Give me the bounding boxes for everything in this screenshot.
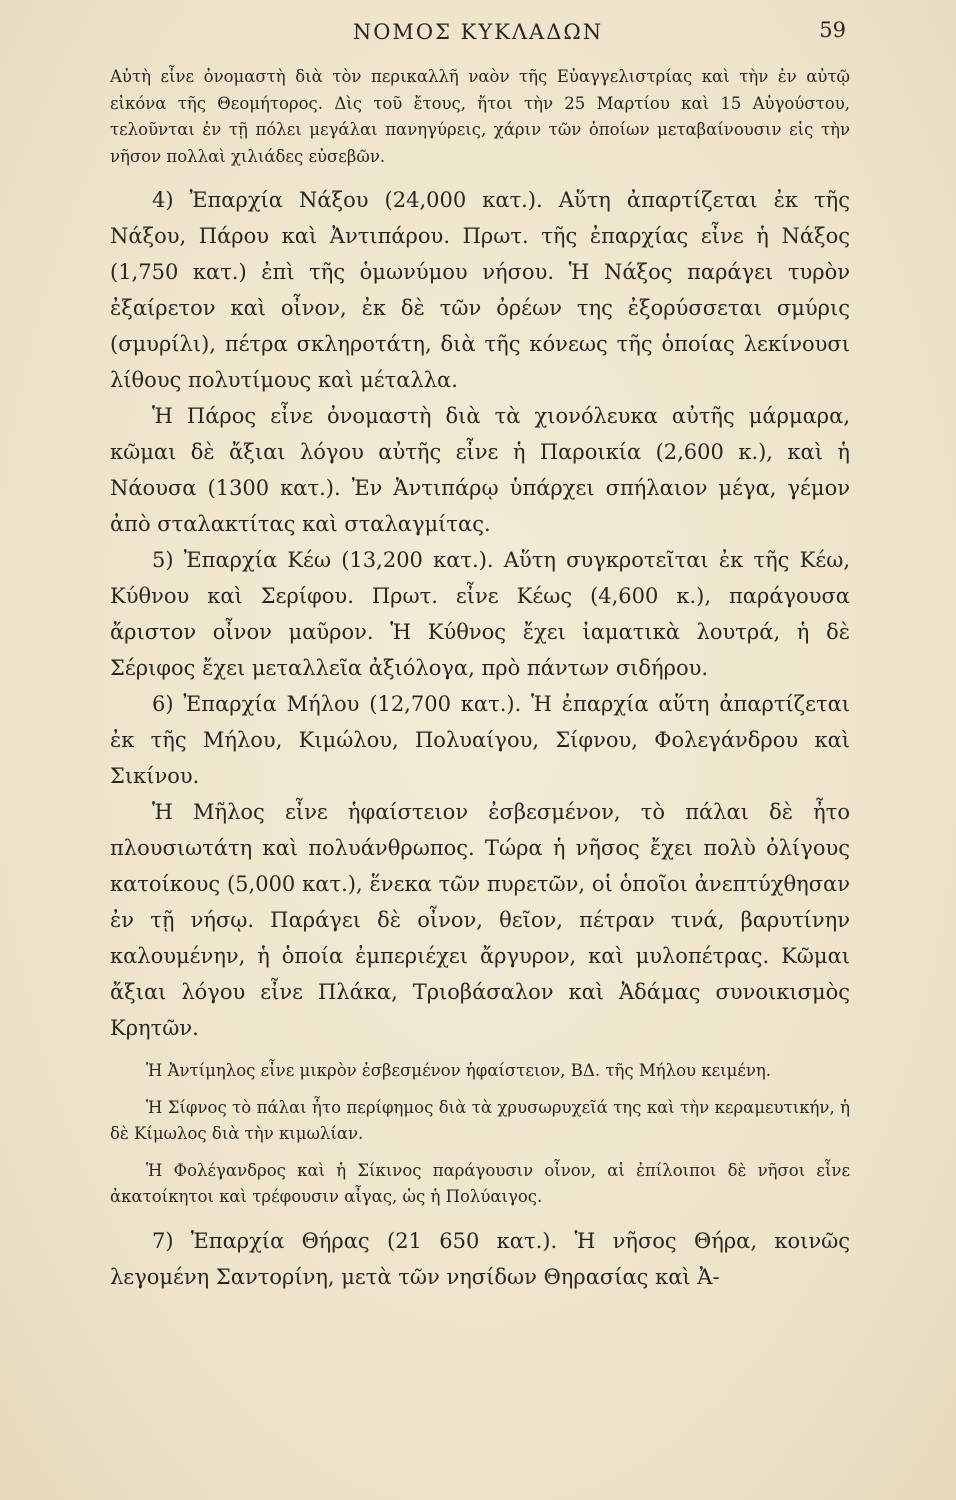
paragraph-sifnos: Ἡ Σίφνος τὸ πάλαι ἦτο περίφημος διὰ τὰ χρυσωρυχεῖά της καὶ τὴν κεραμευτικήν, ἡ δὲ Κίμωλος διὰ τὴν κιμωλίαν. xyxy=(110,1097,850,1143)
paragraph-keos-province: 5) Ἐπαρχία Κέω (13,200 κατ.). Αὕτη συγκροτεῖται ἐκ τῆς Κέω, Κύθνου καὶ Σερίφου. Πρωτ. εἶνε Κέως (4,600 κ.), παράγουσα ἄριστον οἶνον μαῦρον. Ἡ Κύθνος ἔχει ἰαματικὰ λουτρά, ἡ δὲ Σέριφος ἔχει μεταλλεῖα ἀξιόλογα, πρὸ πάντων σιδήρου. xyxy=(110,548,850,680)
body-text xyxy=(110,64,850,1295)
paragraph-thira-province: 7) Ἐπαρχία Θήρας (21 650 κατ.). Ἡ νῆσος Θήρα, κοινῶς λεγομένη Σαντορίνη, μετὰ τῶν νησίδων Θηρασίας καὶ Ἀ- xyxy=(110,1228,850,1289)
page-header xyxy=(0,14,956,50)
paragraph-antimilos: Ἡ Ἀντίμηλος εἶνε μικρὸν ἐσβεσμένον ἡφαίστειον, ΒΔ. τῆς Μήλου κειμένη. xyxy=(146,1061,772,1080)
paragraph-milos: Ἡ Μῆλος εἶνε ἡφαίστειον ἐσβεσμένον, τὸ πάλαι δὲ ἦτο πλουσιωτάτη καὶ πολυάνθρωπος. Τώρα ἡ νῆσος ἔχει πολὺ ὀλίγους κατοίκους (5,000 κατ.), ἕνεκα τῶν πυρετῶν, οἱ ὁποῖοι ἀνεπτύχθησαν ἐν τῇ νήσῳ. Παράγει δὲ οἶνον, θεῖον, πέτραν τινά, βαρυτίνην καλουμένην, ἡ ὁποία ἐμπεριέχει ἄργυρον, καὶ μυλοπέτρας. Κῶμαι ἄξιαι λόγου εἶνε Πλάκα, Τριοβάσαλον καὶ Ἀδάμας συνοικισμὸς Κρητῶν. xyxy=(110,800,850,1040)
running-title: ΝΟΜΟΣ ΚΥΚΛΑΔΩΝ xyxy=(352,20,604,44)
page-number: 59 xyxy=(819,18,846,42)
paragraph-milos-province: 6) Ἐπαρχία Μήλου (12,700 κατ.). Ἡ ἐπαρχία αὕτη ἀπαρτίζεται ἐκ τῆς Μήλου, Κιμώλου, Πολυαίγου, Σίφνου, Φολεγάνδρου καὶ Σικίνου. xyxy=(110,692,850,788)
paragraph-evangelistria: Αὐτὴ εἶνε ὀνομαστὴ διὰ τὸν περικαλλῆ ναὸν τῆς Εὐαγγελιστρίας καὶ τὴν ἐν αὐτῷ εἰκόνα τῆς Θεομήτορος. Δὶς τοῦ ἔτους, ἤτοι τὴν 25 Μαρτίου καὶ 15 Αὐγούστου, τελοῦνται ἐν τῇ πόλει μεγάλαι πανηγύρεις, χάριν τῶν ὁποίων μεταβαίνουσιν εἰς τὴν νῆσον πολλαὶ χιλιάδες εὐσεβῶν. xyxy=(110,67,850,166)
paragraph-naxos-province: 4) Ἐπαρχία Νάξου (24,000 κατ.). Αὕτη ἀπαρτίζεται ἐκ τῆς Νάξου, Πάρου καὶ Ἀντιπάρου. Πρωτ. τῆς ἐπαρχίας εἶνε ἡ Νάξος (1,750 κατ.) ἐπὶ τῆς ὁμωνύμου νήσου. Ἡ Νάξος παράγει τυρὸν ἐξαίρετον καὶ οἶνον, ἐκ δὲ τῶν ὀρέων της ἐξορύσσεται σμύρις (σμυρίλι), πέτρα σκληροτάτη, διὰ τῆς κόνεως τῆς ὁποίας λεκίνουσι λίθους πολυτίμους καὶ μέταλλα. xyxy=(110,188,850,392)
paragraph-folegandros: Ἡ Φολέγανδρος καὶ ἡ Σίκινος παράγουσιν οἶνον, αἱ ἐπίλοιποι δὲ νῆσοι εἶνε ἀκατοίκητοι καὶ τρέφουσιν αἶγας, ὡς ἡ Πολύαιγος. xyxy=(110,1160,850,1206)
paragraph-paros: Ἡ Πάρος εἶνε ὀνομαστὴ διὰ τὰ χιονόλευκα αὐτῆς μάρμαρα, κῶμαι δὲ ἄξιαι λόγου αὐτῆς εἶνε ἡ Παροικία (2,600 κ.), καὶ ἡ Νάουσα (1300 κατ.). Ἐν Ἀντιπάρῳ ὑπάρχει σπήλαιον μέγα, γέμον ἀπὸ σταλακτίτας καὶ σταλαγμίτας. xyxy=(110,404,850,536)
